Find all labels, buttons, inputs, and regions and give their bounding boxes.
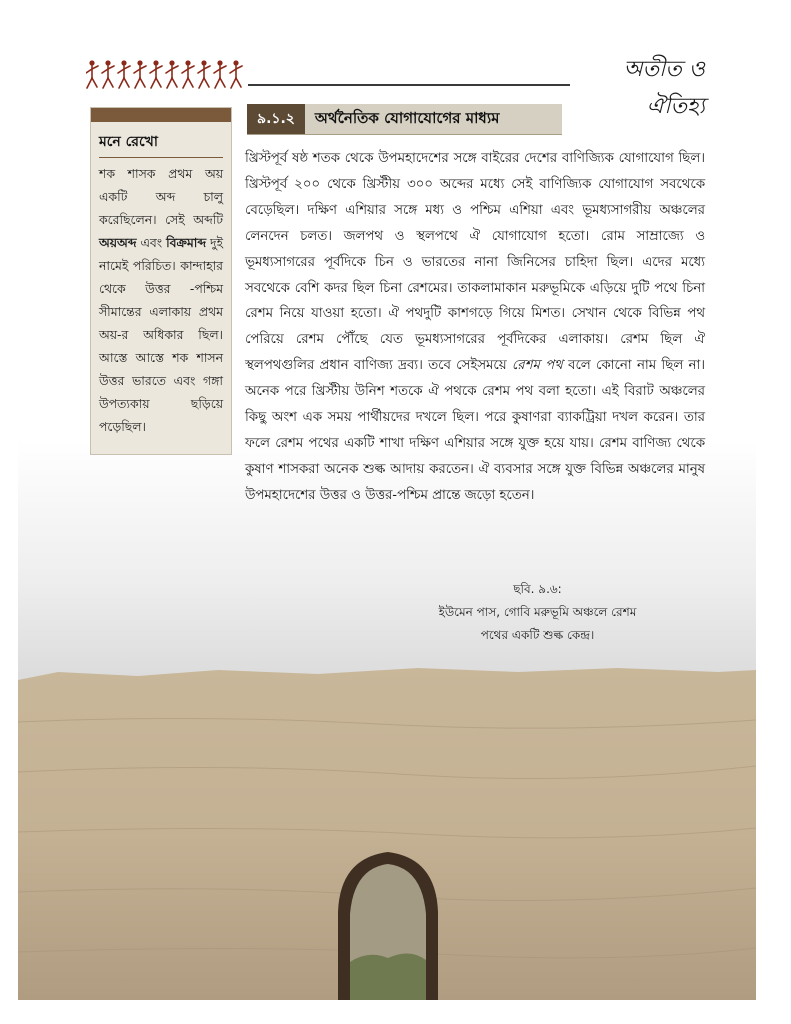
sidebar-highlight-term: বিক্রমাব্দ: [166, 235, 207, 250]
section-number: ৯.১.২: [247, 104, 305, 134]
body-text-part: বলে কোনো নাম ছিল না। অনেক পরে খ্রিস্টীয় উনিশ শতকে ঐ পথকে রেশম পথ বলা হতো। এই বিরাট অঞ্চলের কিছু অংশ এক সময় পার্থীয়দের দখলে ছিল। পরে কুষাণরা ব্যাকট্রিয়া দখল করেন। তার ফলে রেশম পথের একটি শাখা দক্ষিণ এশিয়ার সঙ্গে যুক্ত হয়ে যায়। রেশম বাণিজ্য থেকে কুষাণ শাসকরা অনেক শুল্ক আদায় করতেন। ঐ ব্যবসার সঙ্গে যুক্ত বিভিন্ন অঞ্চলের মানুষ উপমহাদেশের উত্তর ও উত্তর-পশ্চিম প্রান্তে জড়ো হতেন।: [245, 358, 705, 503]
sidebar-title: মনে রেখো: [99, 130, 223, 158]
sidebar-text-part: শক শাসক প্রথম অয় একটি অব্দ চালু করেছিলেন। সেই অব্দটি: [99, 166, 223, 227]
sidebar-text-part: দুই নামেই পরিচিত। কান্দাহার থেকে উত্তর -পশ্চিম সীমান্তের এলাকায় প্রথম অয়-র অধিকার ছিল। আস্তে আস্তে শক শাসন উত্তর ভারতে এবং গঙ্গা উপত্যকায় ছড়িয়ে পড়েছিল।: [99, 235, 223, 434]
figure-caption: [410, 578, 665, 647]
dancing-figures-decoration: [86, 58, 246, 92]
sidebar-highlight-term: অয়অব্দ: [99, 235, 137, 250]
figure-caption-line: পথের একটি শুল্ক কেন্দ্র।: [480, 628, 595, 642]
section-title: অর্থনৈতিক যোগাযোগের মাধ্যম: [314, 108, 500, 127]
body-italic-term: রেশম পথ: [511, 358, 563, 374]
remember-sidebar: [90, 107, 232, 455]
figure-label: ছবি. ৯.৬:: [513, 582, 562, 596]
section-heading: [247, 104, 562, 135]
header-rule: [248, 84, 570, 86]
book-title: অতীত ও ঐতিহ্য: [623, 57, 705, 119]
body-text-part: খ্রিস্টপূর্ব ষষ্ঠ শতক থেকে উপমহাদেশের সঙ্গে বাইরের দেশের বাণিজ্যিক যোগাযোগ ছিল। খ্রিস্টপূর্ব ২০০ থেকে খ্রিস্টীয় ৩০০ অব্দের মধ্যে সেই বাণিজ্যিক যোগাযোগ সবথেকে বেড়েছিল। দক্ষিণ এশিয়ার সঙ্গে মধ্য ও পশ্চিম এশিয়া এবং ভূমধ্যসাগরীয় অঞ্চলের লেনদেন চলত। জলপথ ও স্থলপথে ঐ যোগাযোগ হতো। রোম সাম্রাজ্যে ও ভূমধ্যসাগরের পূর্বদিকে চিন ও ভারতের নানা জিনিসের চাহিদা ছিল। এদের মধ্যে সবথেকে বেশি কদর ছিল চিনা রেশমের। তাকলামাকান মরুভূমিকে এড়িয়ে দুটি পথে চিনা রেশম নিয়ে যাওয়া হতো। ঐ পথদুটি কাশগড়ে গিয়ে মিশত। সেখান থেকে বিভিন্ন পথ পেরিয়ে রেশম পৌঁছে যেত ভূমধ্যসাগরের পূর্বদিকের এলাকায়। রেশম ছিল ঐ স্থলপথগুলির প্রধান বাণিজ্য দ্রব্য। তবে সেইসময়ে: [245, 151, 705, 374]
body-paragraph: [245, 146, 705, 509]
sidebar-header-strip: [91, 108, 231, 122]
figure-caption-line: ইউমেন পাস, গোবি মরুভূমি অঞ্চলে রেশম: [438, 605, 637, 619]
sidebar-text: [99, 162, 223, 438]
yumen-pass-wall-photo: [18, 662, 756, 1000]
sidebar-text-part: এবং: [136, 235, 167, 250]
